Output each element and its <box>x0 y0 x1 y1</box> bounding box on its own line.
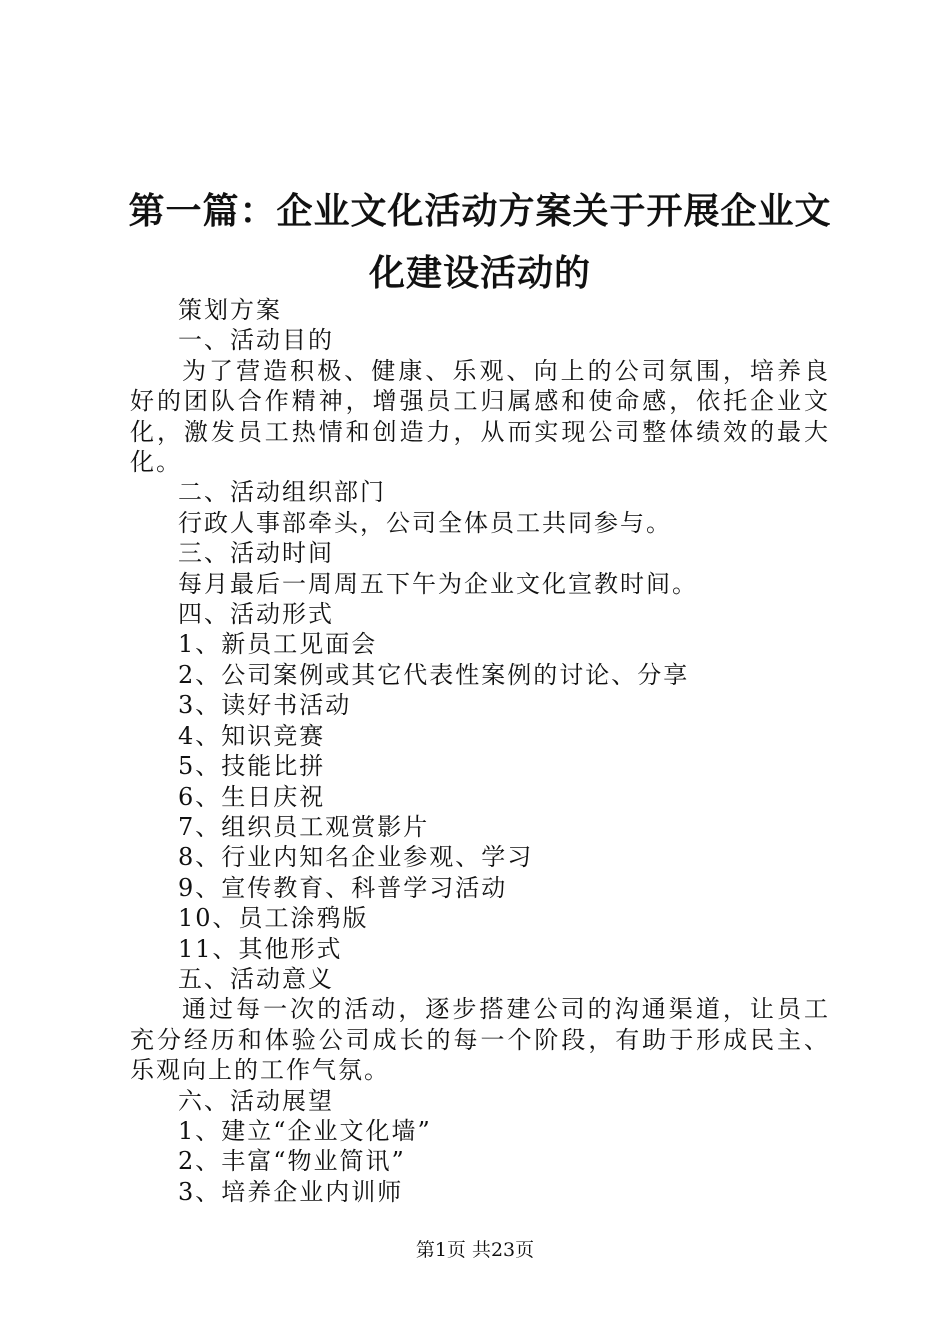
list-item: 2、公司案例或其它代表性案例的讨论、分享 <box>178 660 690 689</box>
text-line: 行政人事部牵头，公司全体员工共同参与。 <box>178 508 672 537</box>
text-line: 每月最后一周周五下午为企业文化宣教时间。 <box>178 569 698 598</box>
list-item: 3、培养企业内训师 <box>178 1177 404 1206</box>
list-item: 5、技能比拼 <box>178 752 326 781</box>
list-item: 6、生日庆祝 <box>178 782 326 811</box>
section-heading: 二、活动组织部门 <box>178 478 386 507</box>
section-heading: 一、活动目的 <box>178 326 334 355</box>
list-item: 9、宣传教育、科普学习活动 <box>178 873 508 902</box>
list-item: 7、组织员工观赏影片 <box>178 812 430 841</box>
list-item: 8、行业内知名企业参观、学习 <box>178 843 534 872</box>
document-title: 第一篇：企业文化活动方案关于开展企业文化建设活动的 <box>128 190 832 294</box>
paragraph: 通过每一次的活动，逐步搭建公司的沟通渠道，让员工充分经历和体验公司成长的每一个阶段，有助于形成民主、乐观向上的工作气氛。 <box>130 995 830 1085</box>
list-item: 11、其他形式 <box>178 934 343 963</box>
list-item: 10、员工涂鸦版 <box>178 904 369 933</box>
document-body <box>130 295 830 1207</box>
text-line: 策划方案 <box>178 296 282 324</box>
list-item: 2、丰富“物业简讯” <box>178 1147 406 1176</box>
section-heading: 三、活动时间 <box>178 539 334 568</box>
list-item: 1、建立“企业文化墙” <box>178 1116 432 1145</box>
section-heading: 六、活动展望 <box>178 1086 334 1115</box>
section-heading: 四、活动形式 <box>178 600 334 629</box>
list-item: 1、新员工见面会 <box>178 630 378 659</box>
page-number: 第1页 共23页 <box>415 1239 535 1261</box>
list-item: 3、读好书活动 <box>178 691 352 720</box>
section-heading: 五、活动意义 <box>178 964 334 993</box>
paragraph: 为了营造积极、健康、乐观、向上的公司氛围，培养良好的团队合作精神，增强员工归属感和使命感，依托企业文化，激发员工热情和创造力，从而实现公司整体绩效的最大化。 <box>130 356 830 477</box>
list-item: 4、知识竞赛 <box>178 721 326 750</box>
